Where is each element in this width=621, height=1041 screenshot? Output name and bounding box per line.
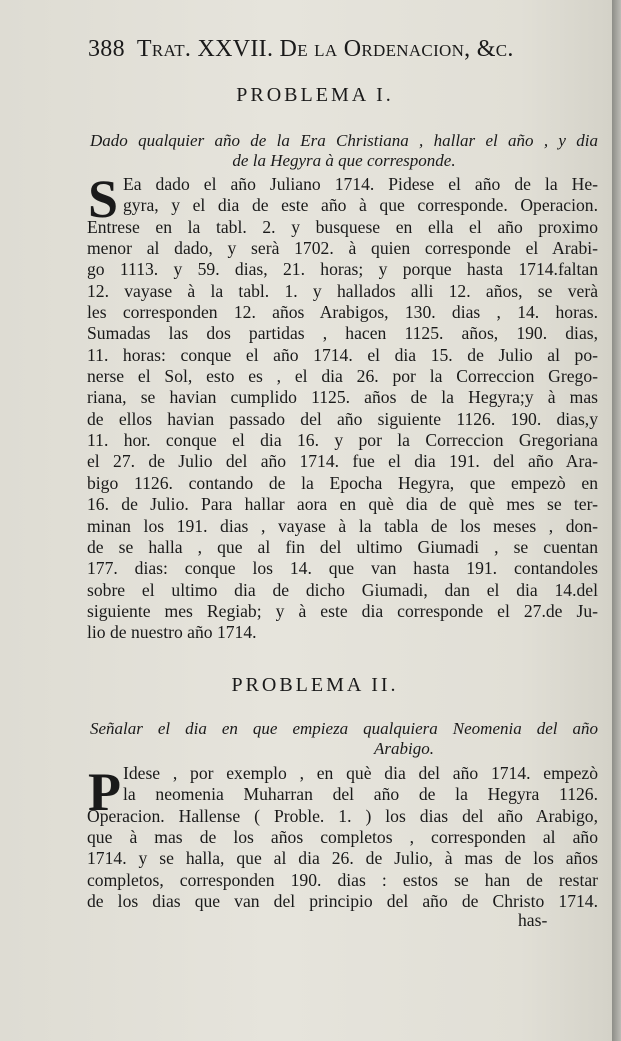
- text-line: riana, se havian cumplido 1125. años de la Hegyra;y à mas: [87, 387, 598, 408]
- problem-2-title: PROBLEMA II.: [231, 674, 399, 696]
- text-line: les corresponden 12. años Arabigos, 130. dias , 14. horas.: [87, 302, 598, 323]
- catchword: has-: [518, 910, 548, 930]
- text-line: Ea dado el año Juliano 1714. Pidese el año de la He-: [123, 174, 598, 194]
- page-number: 388: [88, 36, 125, 62]
- text-line: 12. vayase à la tabl. 1. y hallados alli 12. años, se verà: [87, 280, 598, 301]
- problem-1-title: PROBLEMA I.: [236, 84, 394, 106]
- text-line: 177. dias: conque los 14. que van hasta 191. contandoles: [87, 558, 598, 579]
- text-line: go 1113. y 59. dias, 21. horas; y porque hasta 1714.faltan: [87, 259, 598, 280]
- text-line: Entrese en la tabl. 2. y busquese en ella el año proximo: [87, 216, 598, 237]
- text-line: completos, corresponden 190. dias : estos se han de restar: [87, 869, 598, 890]
- text-line: de los dias que van del principio del año de Christo 1714.: [87, 891, 598, 912]
- running-head: [88, 36, 558, 70]
- text-line: lio de nuestro año 1714.: [87, 622, 257, 643]
- text-line: que à mas de los años completos , corresponden al año: [87, 827, 598, 848]
- text-line: de ellos havian passado del año siguiente 1126. 190. dias,y: [87, 408, 598, 429]
- page-edge-shadow: [612, 0, 621, 1041]
- text-line: 11. horas: conque el año 1714. el dia 15. de Julio al po-: [87, 344, 598, 365]
- drop-cap: S: [88, 169, 119, 229]
- text-line: siguiente mes Regiab; y à este dia corresponde el 27.de Ju-: [87, 600, 598, 621]
- statement-line: Señalar el dia en que empieza qualquiera Neomenia del año: [90, 719, 598, 738]
- text-line: de se halla , que al fin del ultimo Giumadi , se cuentan: [87, 536, 598, 557]
- problem-2-text: [87, 763, 598, 912]
- text-line: bigo 1126. contando de la Epocha Hegyra, que empezò en: [87, 472, 598, 493]
- problem-2-statement: [90, 719, 598, 759]
- text-line: gyra, y el dia de este año à que corresponde. Operacion.: [123, 195, 598, 216]
- running-title: Trat. XXVII. De la Ordenacion, &c.: [136, 36, 514, 62]
- problem-1-text: [87, 169, 598, 644]
- text-line: nerse el Sol, esto es , el dia 26. por la Correccion Grego-: [87, 366, 598, 387]
- text-line: Operacion. Hallense ( Proble. 1. ) los dias del año Arabigo,: [87, 805, 598, 826]
- text-line: 16. de Julio. Para hallar aora en què dia de què mes se ter-: [87, 494, 598, 515]
- text-line: sobre el ultimo dia de dicho Giumadi, dan el dia 14.del: [87, 579, 598, 600]
- text-line: menor al dado, y serà 1702. à quien corresponde el Arabi-: [87, 238, 598, 259]
- statement-line: de la Hegyra à que corresponde.: [232, 151, 456, 170]
- text-line: el 27. de Julio del año 1714. fue el dia 191. del año Ara-: [87, 451, 598, 472]
- text-line: Idese , por exemplo , en què dia del año 1714. empezò: [123, 763, 598, 783]
- text-line: Sumadas las dos partidas , hacen 1125. años, 190. dias,: [87, 323, 598, 344]
- text-line: 11. hor. conque el dia 16. y por la Correccion Gregoriana: [87, 430, 598, 451]
- statement-line: Dado qualquier año de la Era Christiana , hallar el año , y dia: [90, 131, 598, 150]
- statement-line: Arabigo.: [374, 739, 434, 758]
- text-line: minan los 191. dias , vayase à la tabla de los meses , don-: [87, 515, 598, 536]
- text-line: 1714. y se halla, que al dia 26. de Julio, à mas de los años: [87, 848, 598, 869]
- drop-cap: P: [88, 762, 121, 822]
- text-line: la neomenia Muharran del año de la Hegyra 1126.: [123, 784, 598, 805]
- problem-1-statement: [90, 131, 598, 171]
